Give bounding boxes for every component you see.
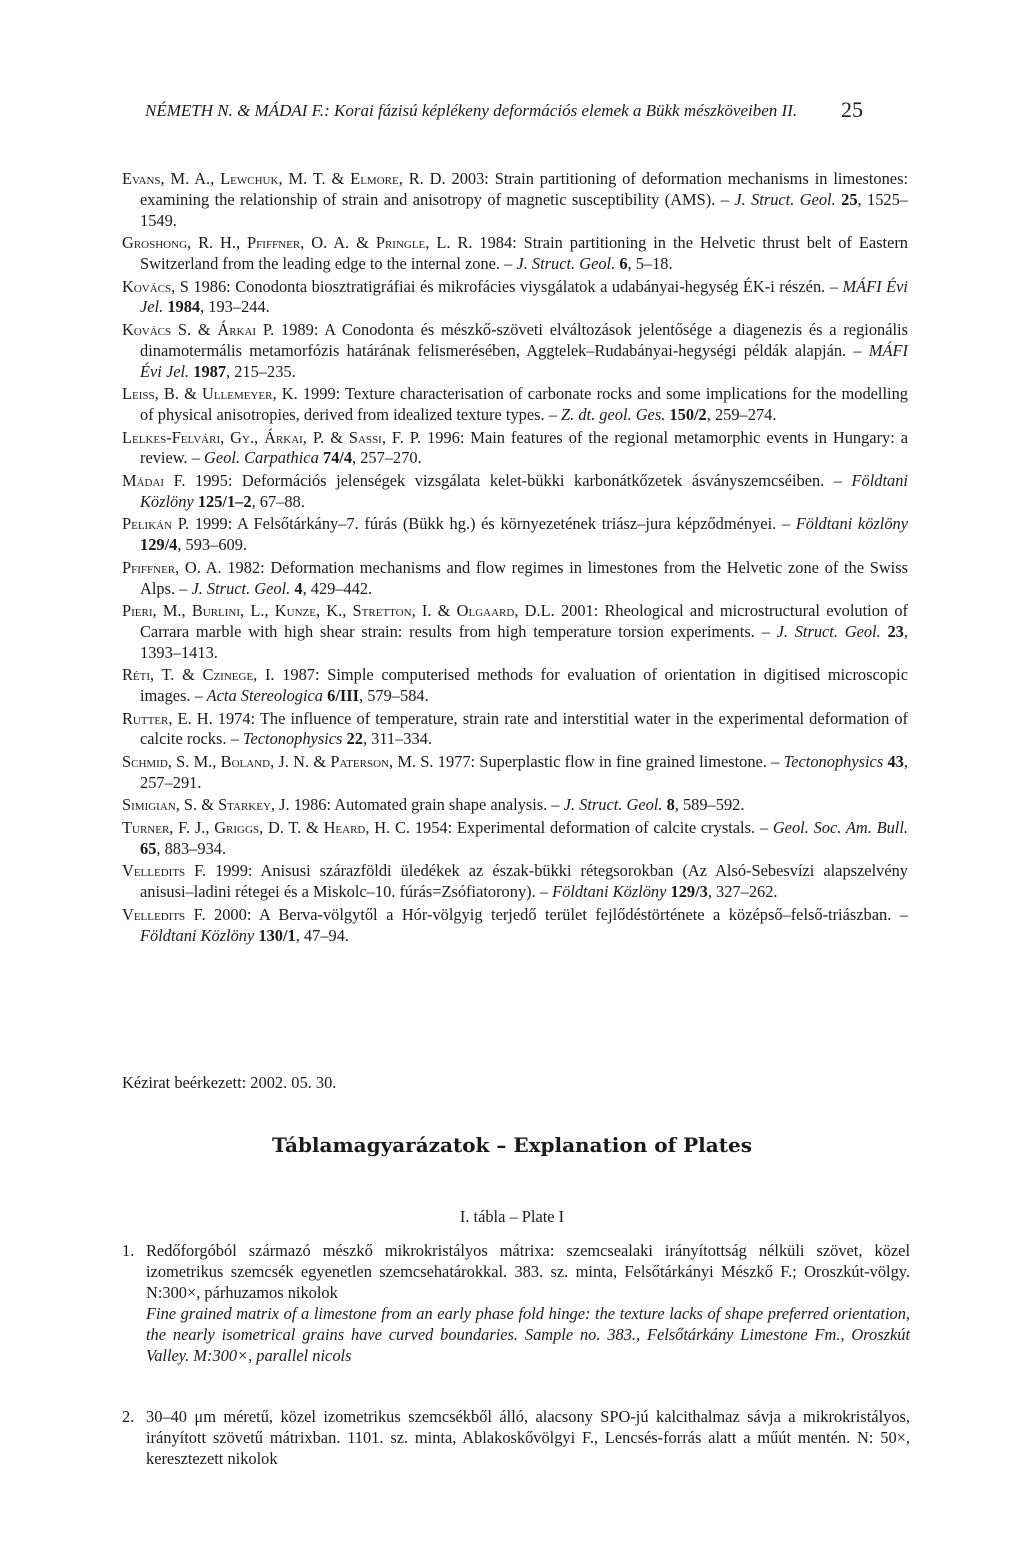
reference-pages: , 67–88. [251, 491, 305, 511]
plate-item-caption-hu: Redőforgóból származó mészkő mikrokristályos mátrixa: szemcsealaki irányítottság nélküli szövet, közel izometrikus szemcsék egyenetlen szemcsehatárokkal. 383. sz. minta, Felsőtárkányi Mészkő F.; Oroszkút-völgy. N:300×, párhuzamos nikolok [146, 1241, 910, 1302]
reference-journal: – Geol. Carpathica [191, 448, 319, 468]
reference-volume: 23 [887, 621, 904, 641]
reference-pages: , 193–244. [200, 297, 270, 317]
reference-entry [122, 861, 908, 903]
reference-entry [122, 752, 908, 794]
reference-volume: 130/1 [258, 925, 296, 945]
plate-item-number: 2. [122, 1407, 135, 1426]
reference-volume: 6/III [327, 686, 360, 706]
reference-text: 1986: Automated grain shape analysis. [293, 795, 548, 815]
reference-text: 1999: Texture characterisation of carbonate rocks and some implications for the modelling of physical anisotropies, derived from idealized texture types. [140, 384, 908, 424]
reference-text: 1989: A Conodonta és mészkő-szöveti elváltozások jelentősége a diagenezis és a regionális dinamotermális metamorfózis határának felismerésében, Aggtelek–Rudabányai-hegységi példák alapján. [140, 319, 908, 360]
reference-volume: 4 [294, 578, 303, 598]
plate-item-number: 1. [122, 1241, 135, 1260]
reference-entry [122, 558, 908, 600]
reference-authors: Pelikán P. [122, 514, 190, 534]
reference-entry [122, 514, 908, 556]
reference-text: 1974: The influence of temperature, strain rate and interstitial water in the experimental deformation of calcite rocks. [140, 708, 909, 749]
reference-pages: , 1525–1549. [140, 189, 908, 230]
reference-journal: – J. Struct. Geol. [551, 795, 663, 815]
reference-entry [122, 320, 908, 382]
reference-volume: 74/4 [322, 448, 353, 468]
reference-authors: Groshong, R. H., Pfiffner, O. A. & Pringle, L. R. [122, 233, 473, 253]
reference-list [122, 169, 908, 948]
reference-text: 1987: Simple computerised methods for evaluation of orientation in digitised microscopic images. [140, 665, 908, 706]
reference-pages: , 593–609. [177, 535, 248, 555]
reference-text: 1986: Conodonta biosztratigráfiai és mikrofácies viysgálatok a udabányai-hegység ÉK-i részén. [193, 276, 826, 296]
reference-pages: , 5–18. [627, 253, 673, 273]
reference-journal: – J. Struct. Geol. [179, 578, 291, 598]
reference-authors: Mádai F. [122, 470, 186, 490]
reference-pages: , 883–934. [156, 838, 227, 858]
reference-pages: , 257–291. [140, 752, 908, 792]
reference-entry [122, 471, 908, 513]
reference-authors: Lelkes-Felvári, Gy., Árkai, P. & Sassi, F. P. [122, 427, 422, 447]
reference-volume: 25 [841, 189, 858, 209]
running-title: NÉMETH N. & MÁDAI F.: Korai fázisú képlékeny deformációs elemek a Bükk mészköveiben II. [145, 101, 798, 120]
reference-authors: Velledits F. [122, 904, 206, 924]
reference-journal: – J. Struct. Geol. [761, 621, 881, 641]
section-title: Táblamagyarázatok – Explanation of Plates [272, 1133, 752, 1157]
running-header [145, 97, 863, 127]
reference-volume: 22 [346, 729, 363, 749]
reference-pages: , 1393–1413. [140, 621, 908, 662]
reference-authors: Simigian, S. & Starkey, J. [122, 795, 290, 815]
reference-authors: Velledits F. [122, 861, 207, 881]
plate-item-caption-hu: 30–40 μm méretű, közel izometrikus szemcsékből álló, alacsony SPO-jú kalcithalmaz sávja a mikrokristályos, irányított szövetű mátrixban. 1101. sz. minta, Ablakoskővölgyi F., Lencsés-forrás alatt a műút mentén. N: 50×, keresztezett nikolok [146, 1407, 910, 1468]
reference-text: 2003: Strain partitioning of deformation mechanisms in limestones: examining the relationship of strain and anisotropy of magnetic susceptibility (AMS). [140, 169, 909, 209]
reference-journal: – Földtani közlöny [781, 514, 909, 534]
reference-volume: 125/1–2 [197, 491, 252, 511]
reference-entry [122, 709, 908, 751]
reference-journal: – Geol. Soc. Am. Bull. [759, 818, 908, 838]
reference-pages: , 47–94. [295, 925, 350, 945]
reference-journal: – J. Struct. Geol. [720, 189, 836, 209]
reference-authors: Turner, F. J., Griggs, D. T. & Heard, H. C. [122, 818, 411, 838]
reference-volume: 1987 [193, 361, 227, 381]
reference-text: 1995: Deformációs jelenségek vizsgálata kelet-bükki karbonátkőzetek ásványszemcséiben. [195, 470, 825, 490]
reference-volume: 6 [619, 253, 628, 273]
reference-journal: – Földtani Közlöny [539, 882, 667, 902]
reference-authors: Rutter, E. H. [122, 708, 213, 728]
reference-volume: 1984 [167, 297, 201, 317]
reference-text: 1999: A Felsőtárkány–7. fúrás (Bükk hg.) és környezetének triász–jura képződményei. [194, 514, 777, 534]
reference-text: 1954: Experimental deformation of calcite crystals. [414, 818, 756, 838]
reference-pages: , 259–274. [706, 404, 777, 424]
reference-pages: , 215–235. [226, 361, 296, 381]
plate-item [122, 1240, 910, 1366]
reference-text: 2001: Rheological and microstructural evolution of Carrara marble with high shear strain: results from high temperature torsion experiments. [140, 601, 908, 641]
reference-entry [122, 818, 908, 860]
plate-title: I. tábla – Plate I [459, 1207, 565, 1226]
reference-journal: – MÁFI Évi Jel. [140, 340, 908, 381]
reference-volume: 150/2 [669, 404, 707, 424]
reference-text: 1982: Deformation mechanisms and flow regimes in limestones from the Helvetic zone of the Swiss Alps. [140, 557, 908, 598]
reference-entry [122, 601, 908, 663]
reference-authors: Pieri, M., Burlini, L., Kunze, K., Stretton, I. & Olgaard, D.L. [122, 601, 555, 621]
reference-text: 1984: Strain partitioning in the Helvetic thrust belt of Eastern Switzerland from the leading edge to the internal zone. [140, 233, 908, 273]
reference-pages: , 257–270. [352, 448, 422, 468]
reference-entry [122, 233, 908, 275]
reference-pages: , 429–442. [302, 578, 373, 598]
reference-authors: Kovács, S [122, 276, 189, 296]
reference-journal: – Tectonophysics [771, 752, 884, 772]
reference-text: 1977: Superplastic flow in fine grained limestone. [437, 752, 767, 772]
reference-entry [122, 795, 908, 816]
reference-journal: – Acta Stereologica [194, 686, 324, 706]
reference-journal: – Tectonophysics [230, 729, 343, 749]
reference-text: 1996: Main features of the regional metamorphic events in Hungary: a review. [140, 427, 909, 468]
reference-journal: – Földtani Közlöny [140, 470, 908, 511]
reference-entry [122, 665, 908, 707]
reference-text: 1999: Anisusi szárazföldi üledékek az észak-bükki rétegsorokban (Az Alsó-Sebesvízi alapszelvény anisusi–ladini rétegei és a Miskolc–10. fúrás=Zsófiatorony). [140, 861, 908, 902]
reference-authors: Kovács S. & Árkai P. [122, 319, 275, 339]
reference-pages: , 327–262. [707, 882, 778, 902]
plate-item-caption-en: Fine grained matrix of a limestone from an early phase fold hinge: the texture lacks of shape preferred orientation, the nearly isometrical grains have curved boundaries. Sample no. 383., Felsőtárkány Limestone Fm., Oroszkút Valley. M:300×, parallel nicols [146, 1304, 910, 1365]
reference-authors: Leiss, B. & Ullemeyer, K. [122, 384, 298, 404]
reference-authors: Pfiffner, O. A. [122, 557, 222, 577]
reference-entry [122, 428, 908, 470]
reference-volume: 65 [140, 838, 157, 858]
received-date: Kézirat beérkezett: 2002. 05. 30. [122, 1073, 337, 1092]
reference-pages: , 311–334. [362, 729, 432, 749]
page-number: 25 [841, 97, 863, 122]
reference-authors: Evans, M. A., Lewchuk, M. T. & Elmore, R. D. [122, 169, 446, 188]
reference-volume: 8 [666, 795, 675, 815]
reference-journal: – MÁFI Évi Jel. [140, 276, 908, 317]
plate-item [122, 1406, 910, 1469]
reference-volume: 129/3 [670, 882, 708, 902]
reference-entry [122, 169, 908, 231]
reference-journal: – J. Struct. Geol. [504, 253, 616, 273]
reference-entry [122, 905, 908, 947]
reference-entry [122, 384, 908, 426]
reference-volume: 43 [887, 752, 904, 772]
reference-entry [122, 277, 908, 319]
reference-journal: – Földtani Közlöny [140, 904, 908, 945]
reference-journal: – Z. dt. geol. Ges. [548, 404, 666, 424]
reference-volume: 129/4 [140, 535, 178, 555]
reference-authors: Schmid, S. M., Boland, J. N. & Paterson, M. S. [122, 752, 434, 772]
reference-pages: , 579–584. [359, 686, 429, 706]
reference-text: 2000: A Berva-völgytől a Hór-völgyig terjedő terület fejlődéstörténete a középső–felső-triászban. [214, 904, 892, 924]
reference-authors: Réti, T. & Czinege, I. [122, 665, 275, 685]
reference-pages: , 589–592. [674, 795, 745, 815]
